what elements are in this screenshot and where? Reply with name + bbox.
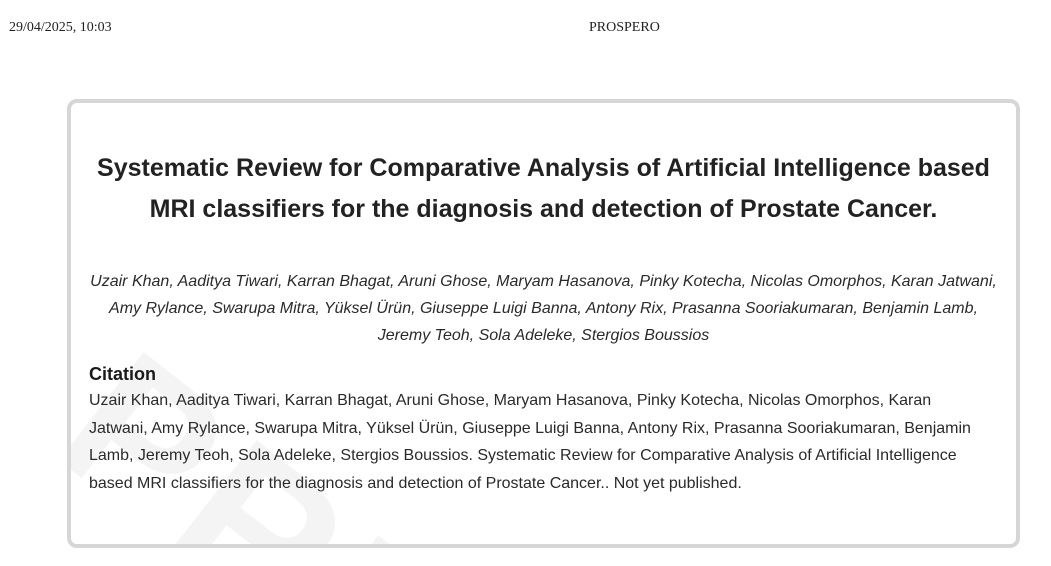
print-date: 29/04/2025, 10:03 [9,20,112,35]
record-card [67,99,1020,548]
print-site-name: PROSPERO [589,20,660,35]
record-title: Systematic Review for Comparative Analysis of Artificial Intelligence based MRI classifiers for the diagnosis and detection of Prostate Cancer. [97,154,990,223]
print-header [0,20,1051,40]
citation-text: Uzair Khan, Aaditya Tiwari, Karran Bhagat, Aruni Ghose, Maryam Hasanova, Pinky Kotecha, Nicolas Omorphos, Karan Jatwani, Amy Rylance, Swarupa Mitra, Yüksel Ürün, Giuseppe Luigi Banna, Antony Rix, Prasanna Sooriakumaran, Benjamin Lamb, Jeremy Teoh, Sola Adeleke, Stergios Boussios. Systematic Review for Comparative Analysis of Artificial Intelligence based MRI classifiers for the diagnosis and detection of Prostate Cancer.. Not yet published. [89,392,971,492]
record-authors: Uzair Khan, Aaditya Tiwari, Karran Bhagat, Aruni Ghose, Maryam Hasanova, Pinky Kotecha, Nicolas Omorphos, Karan Jatwani, Amy Rylance, Swarupa Mitra, Yüksel Ürün, Giuseppe Luigi Banna, Antony Rix, Prasanna Sooriakumaran, Benjamin Lamb, Jeremy Teoh, Sola Adeleke, Stergios Boussios [90,273,997,344]
citation-heading: Citation [89,364,156,384]
